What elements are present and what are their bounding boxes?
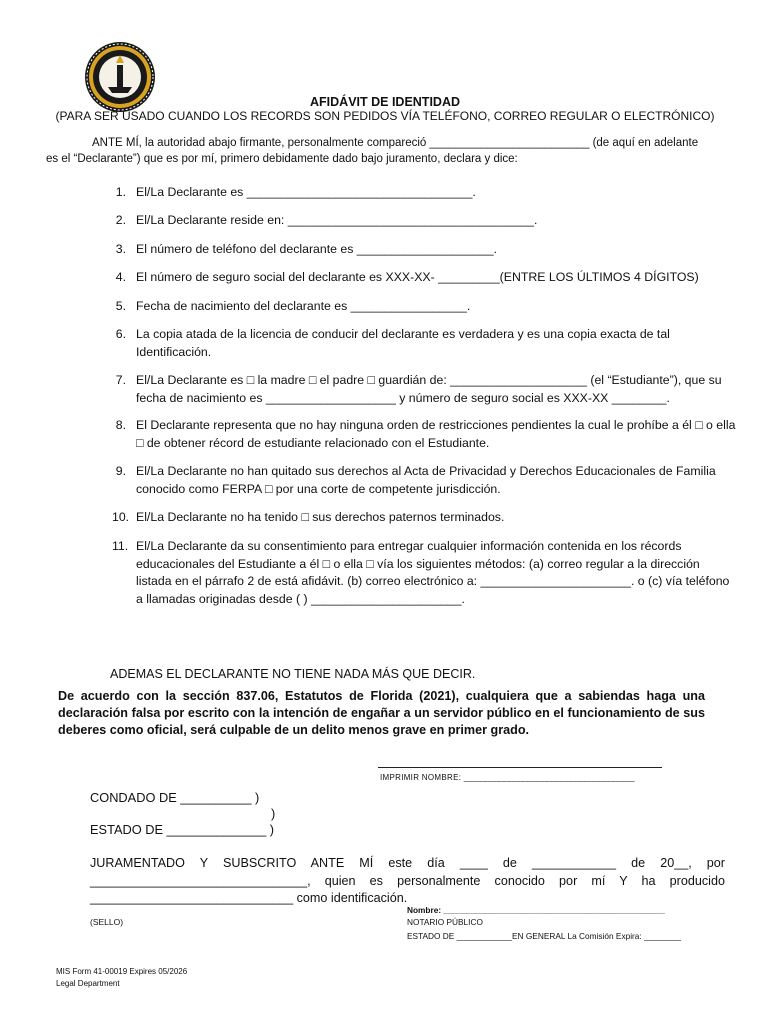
item-number: 2.: [115, 213, 126, 227]
item-text: El Declarante representa que no hay ninguna orden de restricciones pendientes la cual le prohíbe a él □ o ella □ de obtener récord de estudiante relacionado con el Estudiante.: [136, 418, 736, 450]
department-label: Legal Department: [56, 979, 120, 988]
item-text: El/La Declarante es _________________________________.: [136, 185, 476, 199]
notary-commission-line: ESTADO DE ____________EN GENERAL La Comisión Expira: ________: [407, 931, 681, 941]
item-text: Fecha de nacimiento del declarante es _________________.: [136, 299, 471, 313]
county-line: CONDADO DE __________ ): [90, 790, 260, 805]
item-number: 8.: [115, 418, 126, 432]
item-number: 4.: [115, 270, 126, 284]
print-name-label: IMPRIMIR NOMBRE: ____________________________________: [380, 773, 635, 782]
item-text: La copia atada de la licencia de conducir del declarante es verdadera y es una copia exacta de tal Identificación.: [136, 327, 670, 359]
notary-name-line: Nombre: ________________________________________________: [407, 905, 665, 915]
item-number: 10.: [112, 510, 130, 524]
document-subtitle: (PARA SER USADO CUANDO LOS RECORDS SON PEDIDOS VÍA TELÉFONO, CORREO REGULAR O ELECTRÓNICO): [55, 109, 715, 123]
signature-line: [378, 767, 662, 768]
item-number: 7.: [115, 373, 126, 387]
item-number: 5.: [115, 299, 126, 313]
item-text: El número de seguro social del declarante es XXX-XX- _________(ENTRE LOS ÚLTIMOS 4 DÍGITOS): [136, 270, 699, 284]
intro-line-2: es el “Declarante”) que es por mí, primero debidamente dado bajo juramento, declara y dice:: [46, 153, 518, 165]
closing-statement: ADEMAS EL DECLARANTE NO TIENE NADA MÁS QUE DECIR.: [110, 667, 476, 681]
item-number: 3.: [115, 242, 126, 256]
item-text: El número de teléfono del declarante es ____________________.: [136, 242, 497, 256]
item-text: El/La Declarante no han quitado sus derechos al Acta de Privacidad y Derechos Educacionales de Familia conocido como FERPA □ por una corte de competente jurisdicción.: [136, 464, 716, 496]
item-text: El/La Declarante da su consentimiento para entregar cualquier información contenida en los récords educacionales del Estudiante a él □ o ella □ vía los siguientes métodos: (a) correo regular a la dirección listada en el párrafo 2 de está afidávit. (b) correo electrónico a: ______________________. o (c) vía teléfono a llamadas originadas desde ( ) ______________________.: [136, 539, 730, 606]
item-text: El/La Declarante no ha tenido □ sus derechos paternos terminados.: [136, 510, 505, 524]
item-text: El/La Declarante reside en: ____________________________________.: [136, 213, 538, 227]
item-number: 11.: [112, 539, 129, 553]
item-number: 6.: [115, 327, 126, 341]
form-number: MIS Form 41-00019 Expires 05/2026: [56, 967, 188, 976]
state-line: ESTADO DE ______________ ): [90, 822, 275, 837]
seal-label: (SELLO): [90, 917, 124, 927]
intro-line-1: ANTE MÍ, la autoridad abajo firmante, personalmente compareció _________________________ (de aquí en adelante: [92, 137, 699, 149]
notary-public-label: NOTARIO PÚBLICO: [407, 917, 483, 927]
item-number: 9.: [115, 464, 126, 478]
item-text: El/La Declarante es □ la madre □ el padre □ guardián de: ____________________ (el “Estudiante”), que su fecha de nacimiento es ___________________ y número de seguro social es XXX-XX ________.: [136, 373, 722, 405]
document-title: AFIDÁVIT DE IDENTIDAD: [310, 95, 460, 109]
sworn-statement: JURAMENTADO Y SUBSCRITO ANTE MÍ este día ____ de ____________ de 20__, por _______________________________, quien es personalmente conocido por mí Y ha producido _____________________________ como identificación.: [90, 856, 725, 905]
legal-warning: De acuerdo con la sección 837.06, Estatutos de Florida (2021), cualquiera que a sabiendas haga una declaración falsa por escrito con la intención de engañar a un servidor público en el funcionamiento de sus deberes como oficial, será culpable de un delito menos grave en primer grado.: [58, 689, 705, 737]
county-bracket: ): [271, 806, 276, 821]
item-number: 1.: [115, 185, 126, 199]
